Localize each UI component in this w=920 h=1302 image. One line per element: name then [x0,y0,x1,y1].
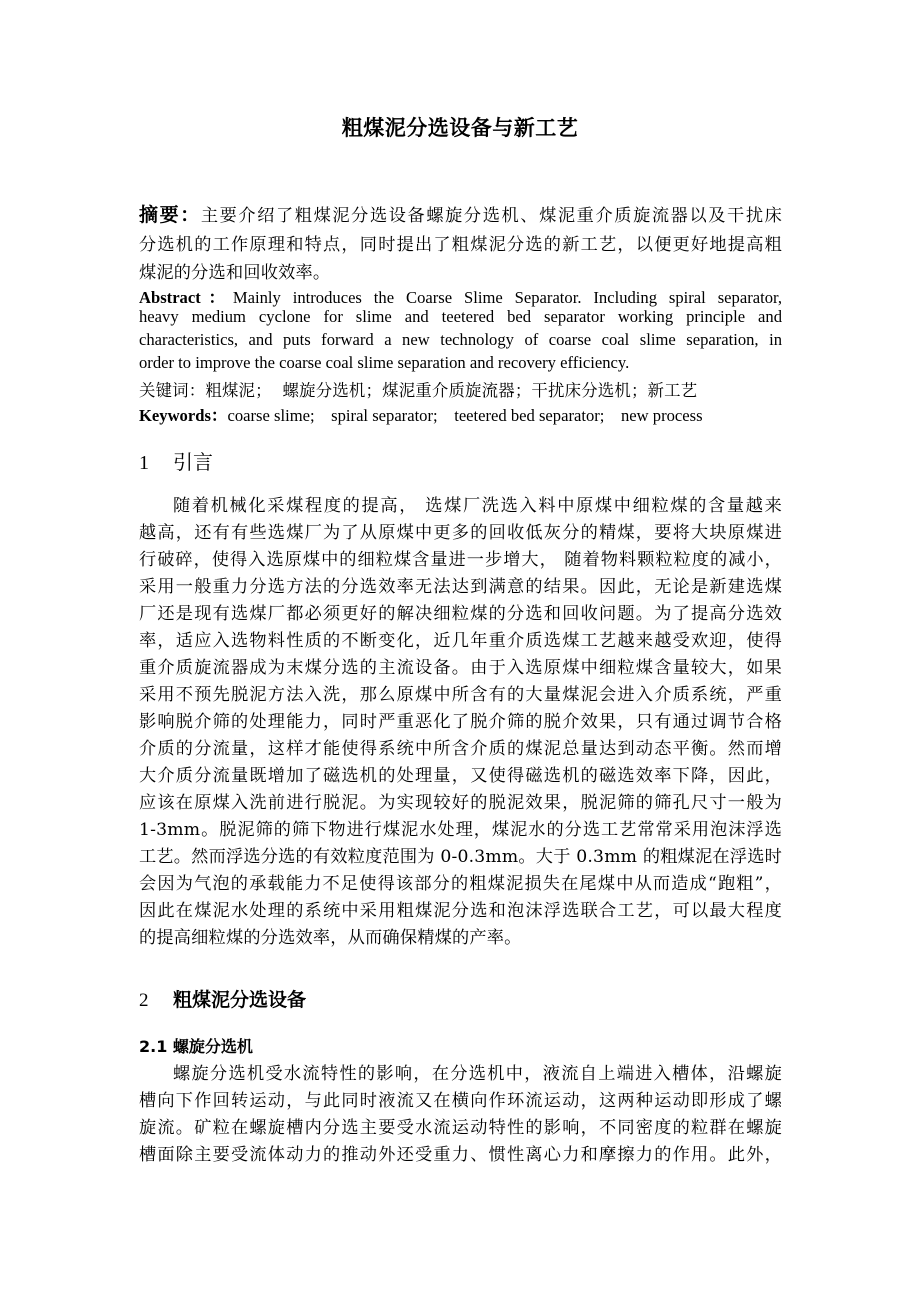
section-1-line-16: 因此在煤泥水处理的系统中采用粗煤泥分选和泡沫浮选联合工艺，可以最大程度 [139,901,782,921]
page-title: 粗煤泥分选设备与新工艺 [341,116,579,140]
section-1-line-9: 影响脱介筛的处理能力，同时严重恶化了脱介筛的脱介效果，只有通过调节合格 [139,712,782,732]
keywords-en [139,402,782,426]
section-1-line-4: 采用一般重力分选方法的分选效率无法达到满意的结果。因此，无论是新建选煤 [139,577,782,597]
abstract-en-text-1: Mainly introduces the Coarse Slime Separator. Including spiral separator, [232,288,782,307]
abstract-cn-line-1 [139,200,782,227]
section-1-line-11: 大介质分流量既增加了磁选机的处理量，又使得磁选机的磁选效率下降，因此， [139,766,782,786]
section-2-heading [139,985,782,1012]
abstract-cn-label: 摘要： [139,204,201,226]
abstract-en-line-2: heavy medium cyclone for slime and teetered bed separator working principle and [139,307,782,326]
section-1-line-14: 工艺。然而浮选分选的有效粒度范围为 0-0.3mm。大于 0.3mm 的粗煤泥在浮选时 [139,847,782,867]
abstract-en-line-1 [139,284,782,308]
section-2-1-line-4: 槽面除主要受流体动力的推动外还受重力、惯性离心力和摩擦力的作用。此外， [139,1145,782,1165]
section-2-1-heading: 2.1 螺旋分选机 [139,1037,253,1056]
section-1-line-2: 越高，还有有些选煤厂为了从原煤中更多的回收低灰分的精煤，要将大块原煤进 [139,523,782,543]
section-1-line-13: 1-3mm。脱泥筛的筛下物进行煤泥水处理，煤泥水的分选工艺常常采用泡沫浮选 [139,820,782,840]
section-1-line-5: 厂还是现有选煤厂都必须更好的解决细粒煤的分选和回收问题。为了提高分选效 [139,604,782,624]
keywords-en-text: coarse slime; spiral separator; teetered bed separator; new process [227,406,703,425]
section-1-heading [139,446,782,475]
section-1-line-17: 的提高细粒煤的分选效率，从而确保精煤的产率。 [139,928,522,948]
keywords-cn-label: 关键词： [139,381,206,400]
section-2-title: 粗煤泥分选设备 [173,989,307,1011]
abstract-cn-text-1: 主要介绍了粗煤泥分选设备螺旋分选机、煤泥重介质旋流器以及干扰床 [200,206,782,226]
abstract-cn-line-3: 煤泥的分选和回收效率。 [139,263,331,283]
keywords-cn [139,377,782,401]
abstract-en-line-3: characteristics, and puts forward a new technology of coarse coal slime separation, in [139,330,782,349]
keywords-cn-text: 粗煤泥； 螺旋分选机；煤泥重介质旋流器；干扰床分选机；新工艺 [205,381,698,400]
section-1-line-8: 采用不预先脱泥方法入洗，那么原煤中所含有的大量煤泥会进入介质系统，严重 [139,685,782,705]
section-1-line-7: 重介质旋流器成为末煤分选的主流设备。由于入选原煤中细粒煤含量较大，如果 [139,658,782,678]
section-2-1-line-1: 螺旋分选机受水流特性的影响，在分选机中，液流自上端进入槽体，沿螺旋 [173,1064,782,1084]
section-1-line-1: 随着机械化采煤程度的提高， 选煤厂洗选入料中原煤中细粒煤的含量越来 [173,496,782,516]
abstract-en-line-4: order to improve the coarse coal slime separation and recovery efficiency. [139,353,630,372]
section-2-number: 2 [139,990,149,1011]
section-2-1-line-3: 旋流。矿粒在螺旋槽内分选主要受水流运动特性的影响，不同密度的粒群在螺旋 [139,1118,782,1138]
section-1-number: 1 [139,452,149,474]
abstract-cn-line-2: 分选机的工作原理和特点，同时提出了粗煤泥分选的新工艺，以便更好地提高粗 [139,235,782,255]
section-1-line-15: 会因为气泡的承载能力不足使得该部分的粗煤泥损失在尾煤中从而造成“跑粗”， [139,874,782,894]
section-1-title: 引言 [173,450,213,474]
section-1-line-6: 率，适应入选物料性质的不断变化，近几年重介质选煤工艺越来越受欢迎，使得 [139,631,782,651]
section-1-line-3: 行破碎，使得入选原煤中的细粒煤含量进一步增大， 随着物料颗粒粒度的减小， [139,550,782,570]
section-1-line-10: 介质的分流量，这样才能使得系统中所含介质的煤泥总量达到动态平衡。然而增 [139,739,782,759]
keywords-en-label: Keywords： [139,406,228,425]
abstract-en-label: Abstract： [139,288,233,307]
section-2-1-line-2: 槽向下作回转运动，与此同时液流又在横向作环流运动，这两种运动即形成了螺 [139,1091,782,1111]
section-1-line-12: 应该在原煤入洗前进行脱泥。为实现较好的脱泥效果，脱泥筛的筛孔尺寸一般为 [139,793,782,813]
